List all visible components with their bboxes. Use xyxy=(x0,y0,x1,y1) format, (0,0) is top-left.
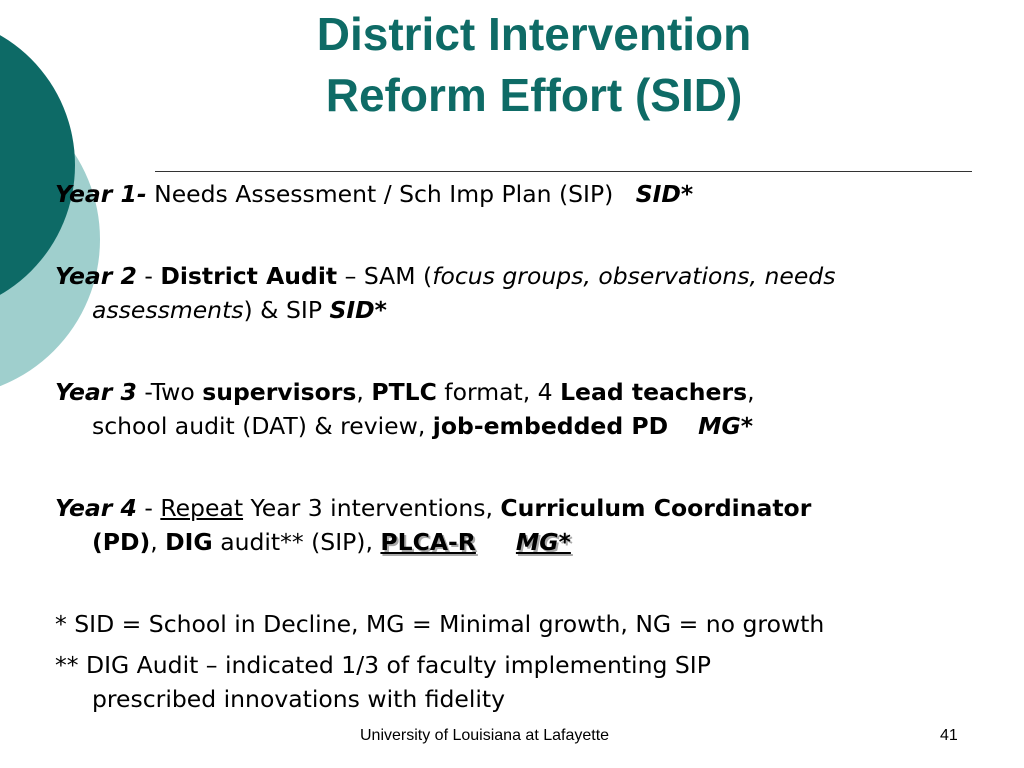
year-3-text-2: , xyxy=(356,378,372,406)
year-3-bold-1: supervisors xyxy=(202,378,357,406)
year-2-text-2: ) & SIP xyxy=(243,296,330,324)
year-1-label: Year 1- xyxy=(55,180,147,208)
year-4-text-3: audit** (SIP), xyxy=(212,528,381,556)
year-2-bold-1: District Audit xyxy=(160,262,338,290)
title-line-2: Reform Effort (SID) xyxy=(325,69,743,121)
year-1-text: Needs Assessment / Sch Imp Plan (SIP) xyxy=(146,180,636,208)
year-3-item xyxy=(55,375,1020,443)
year-2-item xyxy=(55,259,1020,327)
year-4-underline-1: Repeat xyxy=(160,494,244,522)
year-2-italic-1: focus groups, observations, needs xyxy=(432,262,836,290)
note-1 xyxy=(55,607,1020,641)
year-2-sep: - xyxy=(136,262,161,290)
year-3-bold-4: job-embedded PD xyxy=(432,412,669,440)
year-3-label: Year 3 xyxy=(55,378,137,406)
year-4-tag: MG* xyxy=(515,528,571,556)
title-divider xyxy=(155,171,972,172)
year-1-item xyxy=(55,177,1020,211)
year-2-label: Year 2 xyxy=(55,262,137,290)
note-1-text: * SID = School in Decline, MG = Minimal growth, NG = no growth xyxy=(55,610,825,638)
year-2-italic-2: assessments xyxy=(92,296,244,324)
note-2-line-2: prescribed innovations with fidelity xyxy=(92,685,506,713)
year-2-text-1: – SAM ( xyxy=(337,262,433,290)
year-3-bold-3: Lead teachers xyxy=(560,378,748,406)
year-3-tag: MG* xyxy=(698,412,754,440)
year-4-bold-3: DIG xyxy=(165,528,213,556)
slide-number: 41 xyxy=(940,727,958,744)
year-4-text-1: Year 3 interventions, xyxy=(243,494,501,522)
year-4-sep: - xyxy=(136,494,161,522)
footer-institution: University of Louisiana at Lafayette xyxy=(360,727,610,744)
title-line-1: District Intervention xyxy=(316,8,752,60)
year-3-bold-2: PTLC xyxy=(371,378,437,406)
year-4-bold-4: PLCA-R xyxy=(380,528,476,556)
note-2 xyxy=(55,648,1020,716)
year-3-text-1: -Two xyxy=(136,378,203,406)
year-4-label: Year 4 xyxy=(55,494,137,522)
year-2-tag: SID* xyxy=(329,296,387,324)
note-2-line-1: ** DIG Audit – indicated 1/3 of faculty implementing SIP xyxy=(55,651,711,679)
year-3-text-5: school audit (DAT) & review, xyxy=(92,412,433,440)
year-3-text-3: format, 4 xyxy=(436,378,561,406)
year-3-text-4: , xyxy=(747,378,755,406)
year-4-item xyxy=(55,491,1020,559)
slide-title xyxy=(210,4,858,126)
year-4-text-2: , xyxy=(150,528,166,556)
year-1-tag: SID* xyxy=(635,180,694,208)
year-4-bold-1: Curriculum Coordinator xyxy=(500,494,812,522)
year-4-bold-2: (PD) xyxy=(92,528,151,556)
